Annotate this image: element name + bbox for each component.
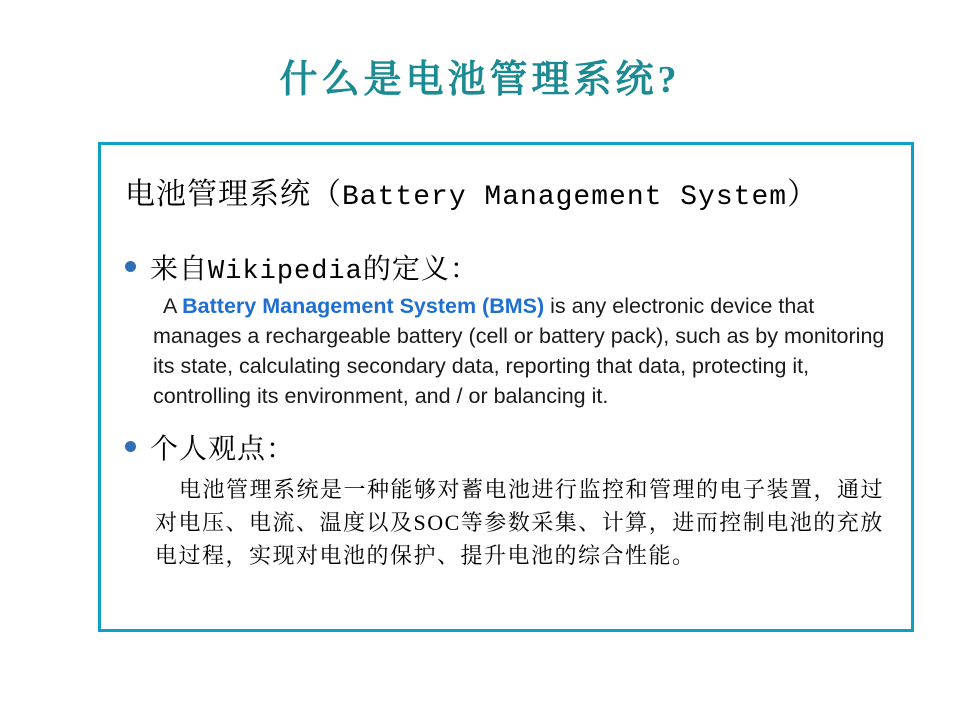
bullet-personal-view <box>125 427 887 467</box>
bullet-personal-view-label: 个人观点： <box>150 434 296 465</box>
definition-heading <box>125 169 887 213</box>
bullet-wikipedia-label-en: Wikipedia <box>208 257 363 287</box>
definition-heading-en: Battery Management System <box>342 182 788 213</box>
definition-cn-text: 电池管理系统是一种能够对蓄电池进行监控和管理的电子装置，通过对电压、电流、温度以及SOC等参数采集、计算，进而控制电池的充放电过程，实现对电池的保护、提升电池的综合性能。 <box>155 477 885 568</box>
bullet-wikipedia-label <box>150 247 479 287</box>
bullet-wikipedia-label-cn: 来自 <box>150 254 209 285</box>
definition-en-lead: A <box>163 294 183 318</box>
bms-link[interactable]: Battery Management System (BMS) <box>182 294 545 318</box>
definition-cn-paragraph <box>155 473 887 572</box>
bullet-dot-icon <box>125 441 136 452</box>
definition-heading-cn: 电池管理系统（ <box>125 178 342 211</box>
bullet-wikipedia-label-cn-tail: 的定义： <box>362 254 479 285</box>
bullet-wikipedia <box>125 247 887 287</box>
definition-en-rest: is any electronic device that manages a rechargeable battery (cell or battery pack), such as by monitoring its state, calculating secondary data, reporting that data, protecting it, controlling its environment, and / or balancing it. <box>153 294 885 408</box>
page-title: 什么是电池管理系统? <box>279 59 681 101</box>
bullet-dot-icon <box>125 261 136 272</box>
definition-heading-cn-close: ） <box>787 178 819 211</box>
definition-en-paragraph <box>153 291 887 411</box>
content-box <box>98 142 914 632</box>
